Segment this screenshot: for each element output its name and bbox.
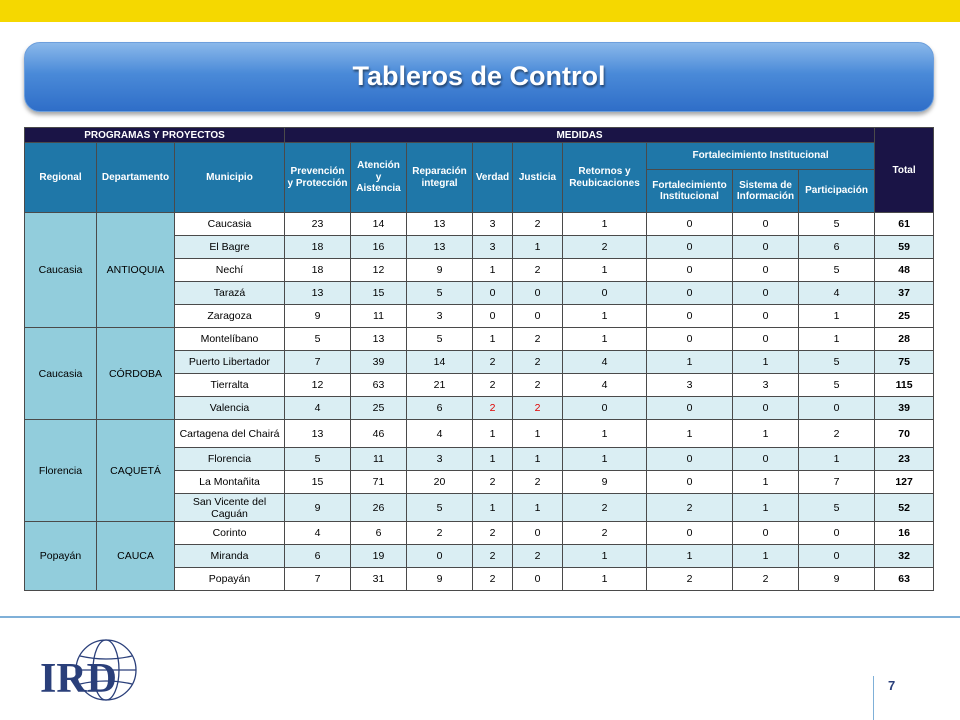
value-cell: 0 bbox=[473, 282, 513, 305]
value-cell: 0 bbox=[733, 259, 799, 282]
header-reparacion: Reparación integral bbox=[407, 143, 473, 213]
value-cell: 0 bbox=[647, 397, 733, 420]
regional-cell: Caucasia bbox=[25, 213, 97, 328]
value-cell: 0 bbox=[799, 397, 875, 420]
value-cell: 63 bbox=[351, 374, 407, 397]
value-cell: 2 bbox=[407, 522, 473, 545]
value-cell: 3 bbox=[407, 305, 473, 328]
ird-logo bbox=[36, 634, 146, 706]
value-cell: 9 bbox=[285, 305, 351, 328]
table-row bbox=[25, 328, 934, 351]
value-cell: 2 bbox=[473, 568, 513, 591]
value-cell: 2 bbox=[799, 420, 875, 448]
value-cell: 0 bbox=[473, 305, 513, 328]
municipio-cell: Nechí bbox=[175, 259, 285, 282]
value-cell: 0 bbox=[733, 282, 799, 305]
value-cell: 0 bbox=[647, 328, 733, 351]
top-accent-bar bbox=[0, 0, 960, 22]
value-cell: 46 bbox=[351, 420, 407, 448]
value-cell: 21 bbox=[407, 374, 473, 397]
regional-cell: Florencia bbox=[25, 420, 97, 522]
value-cell: 3 bbox=[407, 448, 473, 471]
value-cell: 1 bbox=[563, 213, 647, 236]
value-cell: 1 bbox=[563, 328, 647, 351]
municipio-cell: Zaragoza bbox=[175, 305, 285, 328]
value-cell: 0 bbox=[513, 568, 563, 591]
value-cell: 0 bbox=[647, 213, 733, 236]
value-cell: 0 bbox=[733, 305, 799, 328]
value-cell: 13 bbox=[351, 328, 407, 351]
footer-separator bbox=[873, 676, 874, 720]
value-cell: 5 bbox=[407, 282, 473, 305]
value-cell: 12 bbox=[285, 374, 351, 397]
value-cell: 5 bbox=[799, 374, 875, 397]
table-body bbox=[25, 213, 934, 591]
value-cell: 2 bbox=[513, 328, 563, 351]
value-cell: 13 bbox=[285, 420, 351, 448]
total-cell: 75 bbox=[875, 351, 934, 374]
value-cell: 5 bbox=[285, 328, 351, 351]
value-cell: 0 bbox=[733, 522, 799, 545]
municipio-cell: Popayán bbox=[175, 568, 285, 591]
value-cell: 2 bbox=[473, 397, 513, 420]
value-cell: 7 bbox=[285, 351, 351, 374]
value-cell: 1 bbox=[563, 259, 647, 282]
value-cell: 6 bbox=[407, 397, 473, 420]
value-cell: 0 bbox=[563, 282, 647, 305]
value-cell: 0 bbox=[407, 545, 473, 568]
header-fortalecimiento-group: Fortalecimiento Institucional bbox=[647, 143, 875, 170]
value-cell: 0 bbox=[647, 448, 733, 471]
value-cell: 13 bbox=[285, 282, 351, 305]
value-cell: 5 bbox=[407, 328, 473, 351]
value-cell: 5 bbox=[285, 448, 351, 471]
value-cell: 2 bbox=[563, 522, 647, 545]
value-cell: 4 bbox=[285, 397, 351, 420]
divider-line bbox=[0, 616, 960, 618]
value-cell: 0 bbox=[647, 522, 733, 545]
value-cell: 2 bbox=[513, 374, 563, 397]
value-cell: 14 bbox=[351, 213, 407, 236]
value-cell: 2 bbox=[647, 494, 733, 522]
value-cell: 2 bbox=[563, 236, 647, 259]
value-cell: 4 bbox=[563, 374, 647, 397]
value-cell: 9 bbox=[799, 568, 875, 591]
value-cell: 7 bbox=[285, 568, 351, 591]
value-cell: 5 bbox=[799, 213, 875, 236]
value-cell: 4 bbox=[285, 522, 351, 545]
header-justicia: Justicia bbox=[513, 143, 563, 213]
value-cell: 0 bbox=[733, 328, 799, 351]
value-cell: 2 bbox=[513, 213, 563, 236]
value-cell: 4 bbox=[563, 351, 647, 374]
total-cell: 37 bbox=[875, 282, 934, 305]
header-programas: PROGRAMAS Y PROYECTOS bbox=[25, 128, 285, 143]
value-cell: 2 bbox=[473, 471, 513, 494]
value-cell: 4 bbox=[407, 420, 473, 448]
header-departamento: Departamento bbox=[97, 143, 175, 213]
value-cell: 2 bbox=[473, 351, 513, 374]
value-cell: 71 bbox=[351, 471, 407, 494]
header-medidas: MEDIDAS bbox=[285, 128, 875, 143]
municipio-cell: Florencia bbox=[175, 448, 285, 471]
value-cell: 1 bbox=[733, 494, 799, 522]
value-cell: 39 bbox=[351, 351, 407, 374]
value-cell: 1 bbox=[563, 568, 647, 591]
value-cell: 6 bbox=[351, 522, 407, 545]
municipio-cell: San Vicente del Caguán bbox=[175, 494, 285, 522]
municipio-cell: Montelíbano bbox=[175, 328, 285, 351]
control-board-table bbox=[24, 127, 934, 591]
value-cell: 11 bbox=[351, 448, 407, 471]
value-cell: 1 bbox=[563, 420, 647, 448]
value-cell: 18 bbox=[285, 236, 351, 259]
departamento-cell: ANTIOQUIA bbox=[97, 213, 175, 328]
value-cell: 2 bbox=[473, 522, 513, 545]
value-cell: 0 bbox=[647, 236, 733, 259]
value-cell: 18 bbox=[285, 259, 351, 282]
value-cell: 1 bbox=[473, 420, 513, 448]
value-cell: 14 bbox=[407, 351, 473, 374]
regional-cell: Popayán bbox=[25, 522, 97, 591]
title-banner bbox=[24, 42, 934, 112]
value-cell: 25 bbox=[351, 397, 407, 420]
value-cell: 2 bbox=[513, 545, 563, 568]
value-cell: 1 bbox=[473, 328, 513, 351]
value-cell: 1 bbox=[473, 259, 513, 282]
value-cell: 3 bbox=[733, 374, 799, 397]
value-cell: 6 bbox=[799, 236, 875, 259]
total-cell: 48 bbox=[875, 259, 934, 282]
value-cell: 0 bbox=[647, 282, 733, 305]
value-cell: 0 bbox=[647, 305, 733, 328]
value-cell: 0 bbox=[563, 397, 647, 420]
municipio-cell: Valencia bbox=[175, 397, 285, 420]
municipio-cell: Tierralta bbox=[175, 374, 285, 397]
value-cell: 1 bbox=[733, 471, 799, 494]
header-total: Total bbox=[875, 128, 934, 213]
total-cell: 59 bbox=[875, 236, 934, 259]
value-cell: 20 bbox=[407, 471, 473, 494]
value-cell: 2 bbox=[563, 494, 647, 522]
value-cell: 13 bbox=[407, 236, 473, 259]
total-cell: 32 bbox=[875, 545, 934, 568]
municipio-cell: Corinto bbox=[175, 522, 285, 545]
header-participacion: Participación bbox=[799, 170, 875, 213]
header-sistema: Sistema de Información bbox=[733, 170, 799, 213]
logo-text: IRD bbox=[40, 656, 118, 702]
value-cell: 1 bbox=[733, 351, 799, 374]
value-cell: 1 bbox=[513, 236, 563, 259]
header-fortalecimiento: Fortalecimiento Institucional bbox=[647, 170, 733, 213]
value-cell: 0 bbox=[799, 522, 875, 545]
total-cell: 127 bbox=[875, 471, 934, 494]
total-cell: 16 bbox=[875, 522, 934, 545]
municipio-cell: Caucasia bbox=[175, 213, 285, 236]
value-cell: 0 bbox=[513, 305, 563, 328]
total-cell: 52 bbox=[875, 494, 934, 522]
value-cell: 1 bbox=[733, 545, 799, 568]
value-cell: 0 bbox=[733, 448, 799, 471]
value-cell: 1 bbox=[733, 420, 799, 448]
value-cell: 1 bbox=[647, 351, 733, 374]
value-cell: 9 bbox=[285, 494, 351, 522]
regional-cell: Caucasia bbox=[25, 328, 97, 420]
value-cell: 1 bbox=[513, 494, 563, 522]
value-cell: 1 bbox=[799, 448, 875, 471]
value-cell: 0 bbox=[513, 522, 563, 545]
value-cell: 6 bbox=[285, 545, 351, 568]
total-cell: 70 bbox=[875, 420, 934, 448]
total-cell: 115 bbox=[875, 374, 934, 397]
total-cell: 61 bbox=[875, 213, 934, 236]
header-retornos: Retornos y Reubicaciones bbox=[563, 143, 647, 213]
municipio-cell: El Bagre bbox=[175, 236, 285, 259]
value-cell: 0 bbox=[733, 213, 799, 236]
table-row bbox=[25, 420, 934, 448]
departamento-cell: CAUCA bbox=[97, 522, 175, 591]
page-title: Tableros de Control bbox=[352, 61, 606, 91]
header-municipio: Municipio bbox=[175, 143, 285, 213]
value-cell: 2 bbox=[733, 568, 799, 591]
total-cell: 28 bbox=[875, 328, 934, 351]
value-cell: 5 bbox=[799, 494, 875, 522]
value-cell: 1 bbox=[563, 545, 647, 568]
table-row bbox=[25, 522, 934, 545]
header-prevencion: Prevención y Protección bbox=[285, 143, 351, 213]
municipio-cell: La Montañita bbox=[175, 471, 285, 494]
value-cell: 2 bbox=[513, 351, 563, 374]
departamento-cell: CÓRDOBA bbox=[97, 328, 175, 420]
header-atencion: Atención y Aistencia bbox=[351, 143, 407, 213]
municipio-cell: Tarazá bbox=[175, 282, 285, 305]
page-number: 7 bbox=[888, 678, 896, 693]
value-cell: 1 bbox=[513, 420, 563, 448]
value-cell: 3 bbox=[647, 374, 733, 397]
value-cell: 1 bbox=[563, 305, 647, 328]
value-cell: 9 bbox=[407, 568, 473, 591]
value-cell: 0 bbox=[513, 282, 563, 305]
value-cell: 1 bbox=[647, 545, 733, 568]
value-cell: 0 bbox=[799, 545, 875, 568]
value-cell: 0 bbox=[733, 397, 799, 420]
value-cell: 1 bbox=[647, 420, 733, 448]
total-cell: 25 bbox=[875, 305, 934, 328]
value-cell: 7 bbox=[799, 471, 875, 494]
value-cell: 11 bbox=[351, 305, 407, 328]
value-cell: 1 bbox=[513, 448, 563, 471]
value-cell: 3 bbox=[473, 236, 513, 259]
header-verdad: Verdad bbox=[473, 143, 513, 213]
value-cell: 9 bbox=[563, 471, 647, 494]
value-cell: 2 bbox=[513, 397, 563, 420]
header-regional: Regional bbox=[25, 143, 97, 213]
value-cell: 5 bbox=[799, 351, 875, 374]
value-cell: 0 bbox=[647, 471, 733, 494]
value-cell: 15 bbox=[285, 471, 351, 494]
municipio-cell: Cartagena del Chairá bbox=[175, 420, 285, 448]
value-cell: 1 bbox=[799, 305, 875, 328]
value-cell: 2 bbox=[473, 374, 513, 397]
table-row bbox=[25, 213, 934, 236]
departamento-cell: CAQUETÁ bbox=[97, 420, 175, 522]
value-cell: 0 bbox=[733, 236, 799, 259]
value-cell: 2 bbox=[513, 471, 563, 494]
value-cell: 16 bbox=[351, 236, 407, 259]
municipio-cell: Puerto Libertador bbox=[175, 351, 285, 374]
value-cell: 13 bbox=[407, 213, 473, 236]
value-cell: 31 bbox=[351, 568, 407, 591]
value-cell: 1 bbox=[563, 448, 647, 471]
value-cell: 12 bbox=[351, 259, 407, 282]
value-cell: 2 bbox=[647, 568, 733, 591]
value-cell: 26 bbox=[351, 494, 407, 522]
total-cell: 23 bbox=[875, 448, 934, 471]
value-cell: 2 bbox=[473, 545, 513, 568]
value-cell: 1 bbox=[799, 328, 875, 351]
municipio-cell: Miranda bbox=[175, 545, 285, 568]
value-cell: 1 bbox=[473, 494, 513, 522]
value-cell: 23 bbox=[285, 213, 351, 236]
value-cell: 15 bbox=[351, 282, 407, 305]
total-cell: 63 bbox=[875, 568, 934, 591]
value-cell: 3 bbox=[473, 213, 513, 236]
value-cell: 4 bbox=[799, 282, 875, 305]
value-cell: 5 bbox=[799, 259, 875, 282]
value-cell: 2 bbox=[513, 259, 563, 282]
value-cell: 19 bbox=[351, 545, 407, 568]
value-cell: 9 bbox=[407, 259, 473, 282]
value-cell: 5 bbox=[407, 494, 473, 522]
value-cell: 1 bbox=[473, 448, 513, 471]
total-cell: 39 bbox=[875, 397, 934, 420]
value-cell: 0 bbox=[647, 259, 733, 282]
